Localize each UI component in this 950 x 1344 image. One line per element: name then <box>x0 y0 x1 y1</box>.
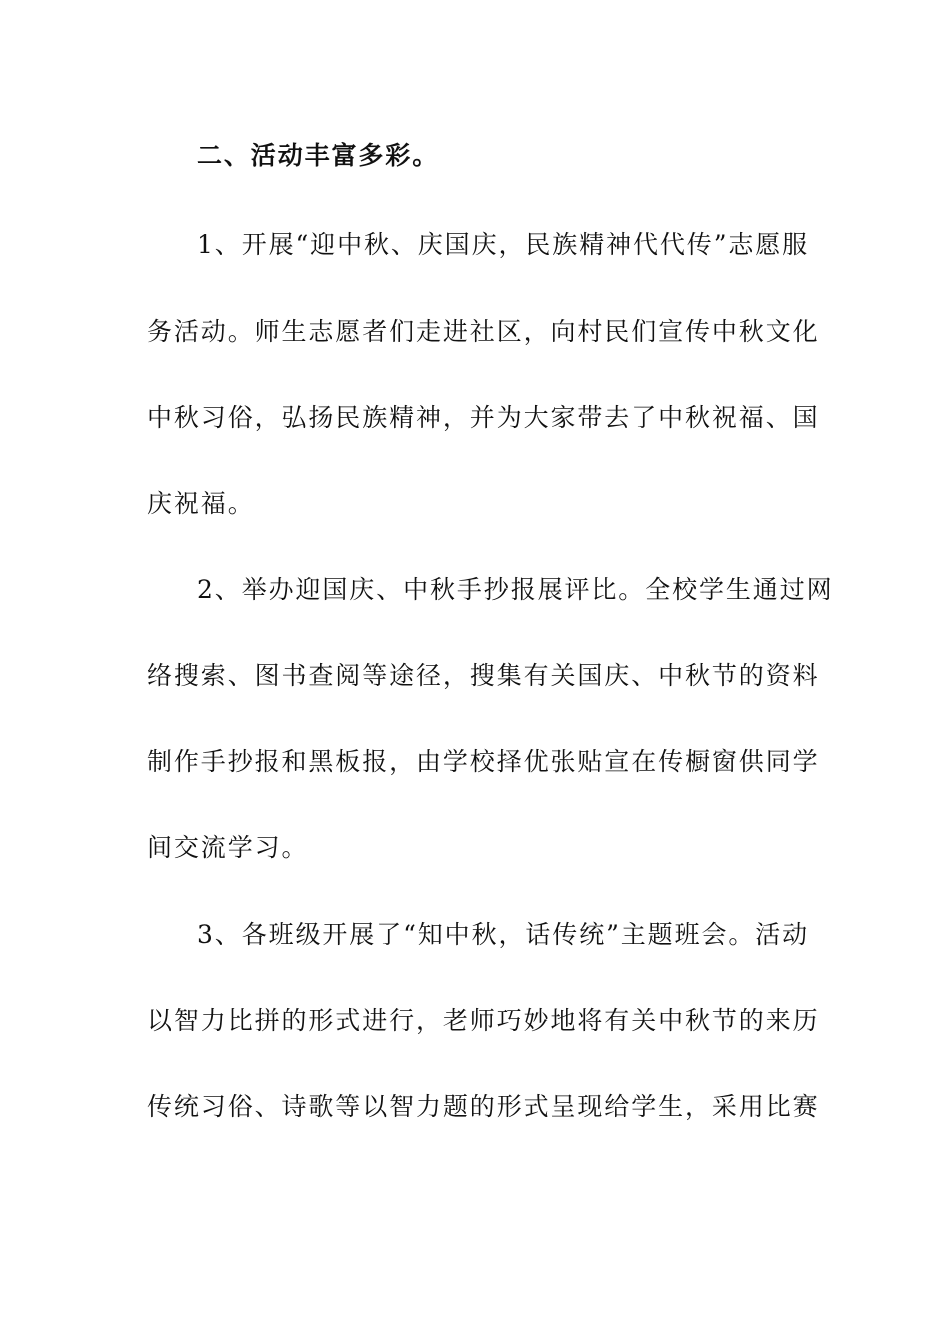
paragraph-1-line-2: 务活动。师生志愿者们走进社区，向村民们宣传中秋文化 <box>147 317 820 346</box>
paragraph-3-line-3: 传统习俗、诗歌等以智力题的形式呈现给学生，采用比赛 <box>147 1092 820 1121</box>
section-heading: 二、活动丰富多彩。 <box>197 141 440 170</box>
paragraph-2-line-1: 2、举办迎国庆、中秋手抄报展评比。全校学生通过网 <box>197 575 834 604</box>
paragraph-3-line-2: 以智力比拼的形式进行，老师巧妙地将有关中秋节的来历 <box>147 1006 820 1035</box>
paragraph-1-line-1: 1、开展“迎中秋、庆国庆，民族精神代代传”志愿服 <box>197 230 810 259</box>
paragraph-2-line-3: 制作手抄报和黑板报，由学校择优张贴宣在传橱窗供同学 <box>147 747 820 776</box>
paragraph-3-line-1: 3、各班级开展了“知中秋，话传统”主题班会。活动 <box>197 920 810 949</box>
paragraph-1-line-3: 中秋习俗，弘扬民族精神，并为大家带去了中秋祝福、国 <box>147 403 820 432</box>
paragraph-1-line-4: 庆祝福。 <box>147 489 255 518</box>
paragraph-2-line-4: 间交流学习。 <box>147 833 309 862</box>
paragraph-2-line-2: 络搜索、图书查阅等途径，搜集有关国庆、中秋节的资料 <box>147 661 820 690</box>
